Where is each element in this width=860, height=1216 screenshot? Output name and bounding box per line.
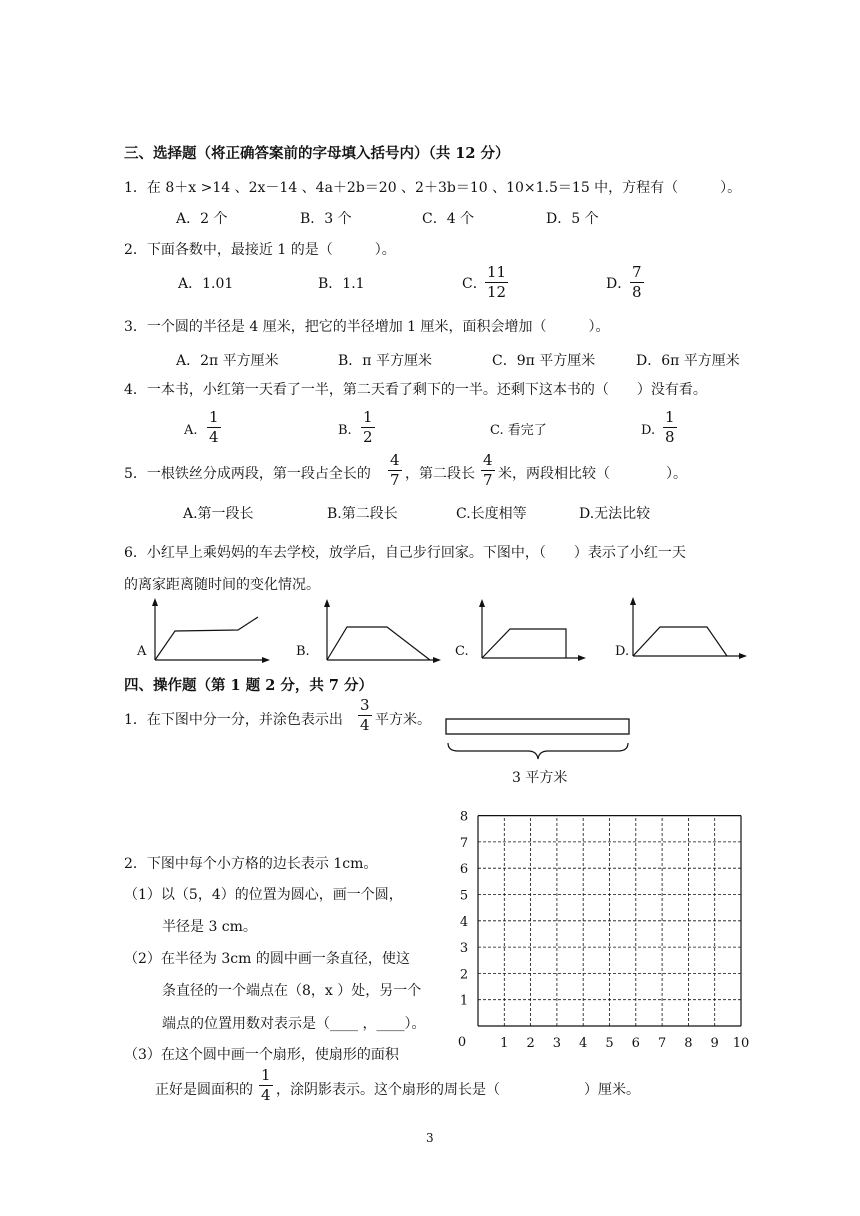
s4-q2-intro: 2．下图中每个小方格的边长表示 1cm。	[124, 856, 378, 872]
q3-option-c: C．9π 平方厘米	[492, 353, 596, 369]
q4-frac-d-denominator: 8	[665, 428, 675, 446]
q3-option-b: B．π 平方厘米	[338, 353, 432, 369]
q5-option-a: A.第一段长	[183, 506, 254, 522]
q4-frac-b-denominator: 2	[363, 428, 373, 446]
q5-frac2-denominator: 7	[483, 471, 493, 489]
y-tick-label: 5	[459, 888, 469, 904]
question-5-part3: 米，两段相比较（ ）。	[498, 466, 687, 482]
x-tick-label: 7	[657, 1036, 667, 1051]
question-4-text: 4．一本书，小红第一天看了一半，第二天看了剩下的一半。还剩下这本书的（ ）没有看。	[124, 382, 707, 398]
q5-frac2-numerator: 4	[483, 451, 493, 469]
x-tick-label: 6	[631, 1036, 640, 1051]
x-tick-label: 4	[579, 1036, 588, 1051]
y-tick-label: 3	[459, 941, 469, 957]
q1-option-d: D．5 个	[546, 211, 599, 227]
q5-option-d: D.无法比较	[579, 506, 651, 522]
graph-a-label: A	[137, 644, 147, 659]
question-5-part1: 5．一根铁丝分成两段，第一段占全长的	[124, 466, 371, 482]
q2-frac-c-denominator: 12	[487, 283, 507, 301]
question-6-line1: 6．小红早上乘妈妈的车去学校，放学后，自己步行回家。下图中，（ ）表示了小红一天	[124, 545, 686, 561]
question-5-part2: ，第二段长	[405, 466, 475, 482]
s4-q2-step2-line1: （2）在半径为 3cm 的圆中画一条直径，使这	[124, 951, 410, 967]
graph-d-label: D.	[615, 644, 630, 659]
s4-q2-step3-part1: 正好是圆面积的	[155, 1082, 253, 1098]
x-tick-label: 1	[500, 1036, 509, 1051]
x-tick-label: 5	[605, 1036, 614, 1051]
q2-option-a: A．1.01	[178, 276, 234, 292]
y-tick-label: 1	[459, 993, 469, 1009]
x-tick-label: 9	[710, 1036, 719, 1051]
s4-question-1-part1: 1．在下图中分一分，并涂色表示出	[124, 712, 343, 728]
y-tick-label: 6	[459, 862, 469, 878]
bar-label: 3 平方米	[512, 770, 568, 786]
q2-option-b: B．1.1	[318, 276, 365, 292]
y-tick-label: 7	[459, 835, 469, 851]
q1-option-a: A．2 个	[176, 211, 228, 227]
question-1-text: 1．在 8＋x >14 、2x－14 、4a＋2b＝20 、2＋3b＝10 、10×1.5＝15 中，方程有（ ）。	[124, 180, 742, 196]
q3-option-d: D．6π 平方厘米	[636, 353, 740, 369]
section4-title: 四、操作题（第 1 题 2 分，共 7 分）	[124, 677, 374, 694]
y-tick-label: 2	[459, 967, 469, 983]
q2-frac-d-denominator: 8	[632, 283, 642, 301]
section3-title: 三、选择题（将正确答案前的字母填入括号内）（共 12 分）	[124, 145, 510, 162]
s4-q2-step1-line1: （1）以（5，4）的位置为圆心，画一个圆，	[124, 887, 403, 903]
q2-option-c: C．	[462, 276, 487, 292]
graph-b-label: B.	[296, 644, 310, 659]
x-tick-label: 8	[684, 1036, 693, 1051]
q5-frac1-numerator: 4	[390, 451, 400, 469]
q4-option-d: D.	[641, 423, 656, 438]
s4-q2-frac-numerator: 1	[261, 1066, 271, 1084]
question-2-text: 2．下面各数中，最接近 1 的是（ ）。	[124, 242, 396, 258]
x-tick-label: 3	[552, 1036, 562, 1051]
q5-option-c: C.长度相等	[456, 506, 527, 522]
x-tick-label: 10	[732, 1036, 750, 1051]
page-number: 3	[426, 1131, 434, 1145]
x-tick-label: 2	[526, 1036, 535, 1051]
s4-q2-step1-line2: 半径是 3 cm。	[162, 919, 257, 935]
s4-q2-step3-line1: （3）在这个圆中画一个扇形，使扇形的面积	[124, 1047, 399, 1063]
s4-question-1-part2: 平方米。	[375, 712, 431, 728]
y-tick-label: 8	[459, 809, 469, 825]
q4-frac-d-numerator: 1	[665, 408, 675, 426]
q1-option-b: B．3 个	[300, 211, 352, 227]
s4-q2-frac-denominator: 4	[261, 1086, 271, 1104]
x-tick-label: 0	[457, 1035, 467, 1050]
q4-option-a: A.	[184, 423, 198, 438]
q5-option-b: B.第二段长	[327, 506, 398, 522]
q2-frac-c-numerator: 11	[487, 263, 507, 281]
q2-frac-d-numerator: 7	[632, 263, 642, 281]
q4-frac-a-numerator: 1	[209, 408, 219, 426]
s4-q2-step2-line3: 端点的位置用数对表示是（____ ，____）。	[162, 1016, 426, 1032]
q2-option-d: D．	[606, 276, 632, 292]
question-6-line2: 的离家距离随时间的变化情况。	[124, 577, 320, 593]
q5-frac1-denominator: 7	[390, 471, 400, 489]
q4-frac-b-numerator: 1	[363, 408, 373, 426]
s4-q1-frac-denominator: 4	[360, 716, 370, 734]
graph-c-label: C.	[455, 644, 469, 659]
s4-q1-frac-numerator: 3	[360, 696, 370, 714]
q3-option-a: A．2π 平方厘米	[176, 353, 279, 369]
question-3-text: 3．一个圆的半径是 4 厘米，把它的半径增加 1 厘米，面积会增加（ ）。	[124, 319, 610, 335]
q4-option-c: C. 看完了	[490, 423, 547, 438]
s4-q2-step2-line2: 条直径的一个端点在（8，x ）处，另一个	[162, 983, 422, 999]
y-tick-label: 4	[459, 914, 469, 930]
s4-q2-step3-fraction	[259, 1068, 273, 1103]
q4-option-b: B.	[338, 423, 352, 438]
q1-option-c: C．4 个	[422, 211, 475, 227]
s4-q2-step3-part2: ，涂阴影表示。这个扇形的周长是（ ）厘米。	[276, 1082, 640, 1098]
q4-frac-a-denominator: 4	[209, 428, 219, 446]
